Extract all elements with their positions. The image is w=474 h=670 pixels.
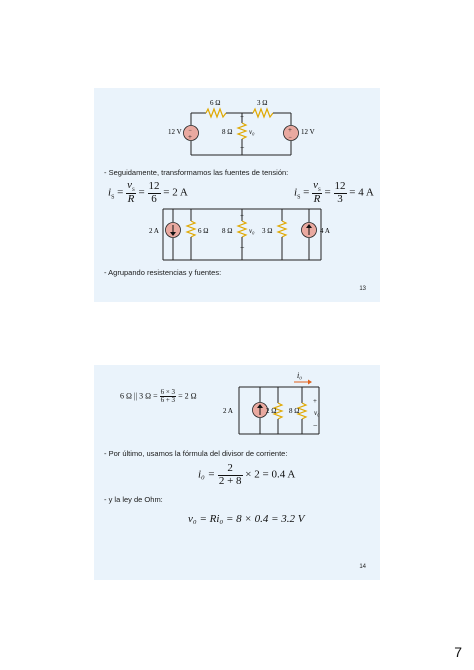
slide-number-14: 14 — [359, 564, 366, 570]
svg-text:−: − — [288, 135, 292, 141]
svg-text:+: + — [188, 133, 192, 141]
slide-13 — [94, 88, 380, 302]
resistor-6-label-2: 6 Ω — [198, 227, 209, 235]
text-transform: - Seguidamente, transformamos las fuentes de tensión: — [104, 168, 289, 177]
current-source-label: 2 A — [223, 407, 233, 415]
current-source-left-label: 2 A — [149, 227, 159, 235]
parallel-equation: 6 Ω || 3 Ω = $\frac{6 \times 3}{6 + 3}$ = 2 Ω — [120, 388, 197, 405]
resistor-3-label-2: 3 Ω — [262, 227, 273, 235]
i0-label: i₀ — [297, 371, 303, 380]
v0-label: v₀ — [249, 128, 255, 136]
v0-minus-3: − — [313, 421, 318, 430]
equation-ohm: v₀ = Ri₀ = 8 × 0.4 = 3.2 V — [188, 513, 305, 525]
v0-label-3: v₀ — [314, 409, 320, 417]
resistor-8-label: 8 Ω — [222, 128, 233, 136]
voltage-source-left-label: 12 V — [168, 128, 182, 136]
resistor-8-label-3: 8 Ω — [289, 407, 300, 415]
v0-plus: + — [240, 113, 244, 121]
slide-number-13: 13 — [359, 286, 366, 292]
resistor-2-label: 2 Ω — [266, 407, 277, 415]
current-source-right-label: 4 A — [320, 227, 330, 235]
equation-is-right: $i_S$ = $\frac{v_S}{R}$ = $\frac{12}{3}$ = 4 A — [294, 179, 374, 206]
v0-plus-3: + — [313, 397, 317, 405]
equation-is-left: $i_S$ = $\frac{v_S}{R}$ = $\frac{12}{6}$ = 2 A — [108, 179, 188, 206]
slide-14 — [94, 365, 380, 580]
page-number: 7 — [454, 644, 462, 660]
v0-minus: − — [240, 143, 245, 152]
v0-minus-2: − — [240, 243, 245, 252]
resistor-8-label-2: 8 Ω — [222, 227, 233, 235]
voltage-source-right-label: 12 V — [301, 128, 315, 136]
text-divider: - Por último, usamos la fórmula del divisor de corriente: — [104, 449, 288, 458]
text-ohm: - y la ley de Ohm: — [104, 495, 163, 504]
v0-label-2: v₀ — [249, 227, 255, 235]
resistor-6-label: 6 Ω — [210, 99, 221, 107]
resistor-3-label: 3 Ω — [257, 99, 268, 107]
text-group: - Agrupando resistencias y fuentes: — [104, 268, 222, 277]
v0-plus-2: + — [240, 212, 244, 220]
svg-text:−: − — [188, 128, 192, 134]
svg-text:+: + — [288, 126, 292, 134]
equation-divider: i₀ = $\frac{2}{2 + 8}$ × 2 = 0.4 A — [198, 462, 296, 487]
